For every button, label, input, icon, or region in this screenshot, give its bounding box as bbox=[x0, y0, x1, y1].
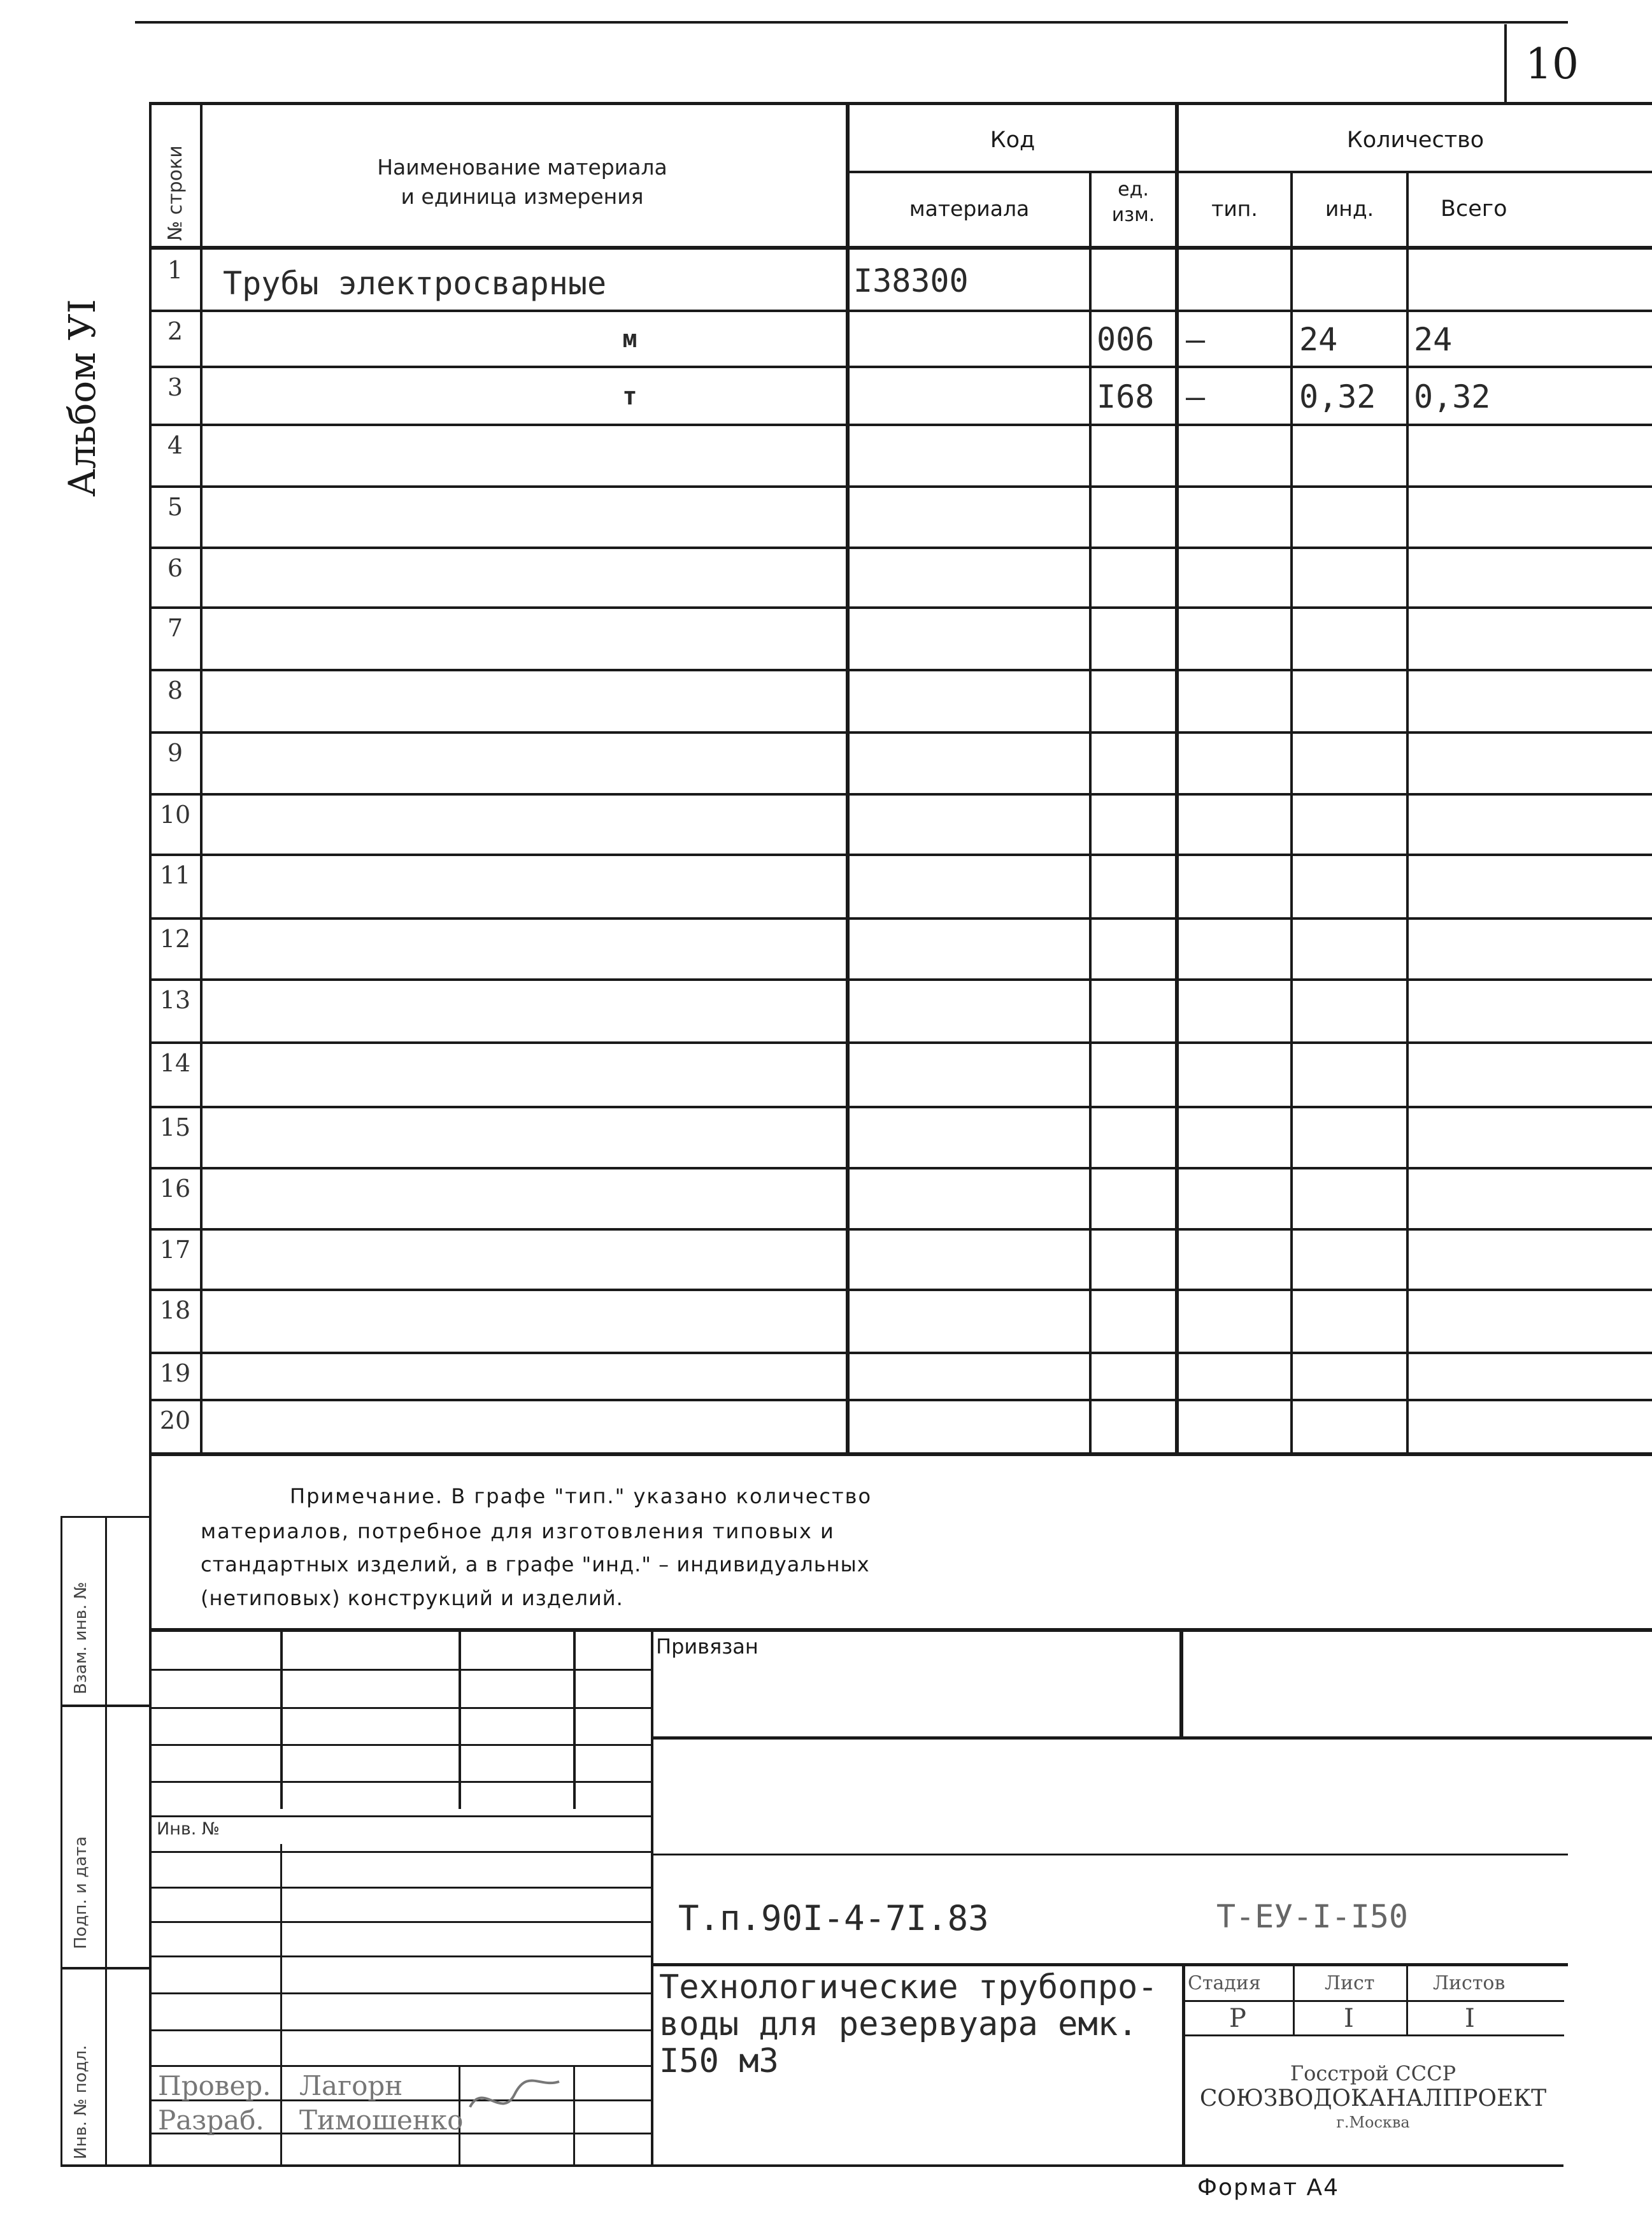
stamp-grid-v1b bbox=[280, 1844, 282, 2166]
stamp-grid-h7 bbox=[152, 1887, 651, 1889]
side-strip-left bbox=[61, 1517, 62, 2167]
side-strip-div-1 bbox=[61, 1705, 151, 1707]
row-unit-code: I68 bbox=[1097, 378, 1155, 415]
header-name: Наименование материала и единица измерения bbox=[377, 155, 667, 209]
header-subdivider bbox=[846, 171, 1652, 173]
table-bottom-border bbox=[149, 1452, 1652, 1456]
stage-block-h2 bbox=[1182, 2034, 1564, 2036]
row-material-code: I38300 bbox=[853, 262, 969, 299]
org-line-1: Госстрой СССР bbox=[1290, 2061, 1456, 2085]
ind-column-divider bbox=[1406, 172, 1409, 1455]
row-line bbox=[152, 606, 1652, 609]
row-number: 7 bbox=[167, 614, 183, 642]
table-top-border bbox=[149, 102, 1652, 105]
stage-block-h1 bbox=[1182, 2000, 1564, 2002]
page-number-box-left bbox=[1504, 24, 1507, 103]
stamp-grid-h3 bbox=[152, 1744, 651, 1746]
code-row-top bbox=[651, 1854, 1568, 1855]
format-label: Формат А4 bbox=[1197, 2175, 1340, 2201]
top-border bbox=[135, 21, 1568, 24]
row-line bbox=[152, 366, 1652, 368]
stamp-grid-h8 bbox=[152, 1921, 651, 1923]
row-number: 2 bbox=[167, 317, 183, 345]
row-qty-ind: 0,32 bbox=[1299, 378, 1376, 415]
privyazan-bottom bbox=[651, 1736, 1652, 1740]
row-number: 18 bbox=[159, 1296, 191, 1324]
row-number: 6 bbox=[167, 554, 183, 582]
row-line bbox=[152, 1167, 1652, 1169]
side-strip-div-2 bbox=[61, 1967, 151, 1969]
row-line bbox=[152, 978, 1652, 981]
code-row-bottom bbox=[651, 1963, 1568, 1966]
row-number: 4 bbox=[167, 431, 183, 459]
header-code-group: Код bbox=[990, 127, 1036, 153]
stamp-grid-h11 bbox=[152, 2029, 651, 2031]
row-qty-ind: 24 bbox=[1299, 321, 1338, 358]
album-label: Альбом УI bbox=[61, 299, 104, 497]
inv-no-label: Инв. № bbox=[157, 1819, 220, 1839]
stamp-grid-h12 bbox=[152, 2065, 651, 2067]
title-line-1: Технологические трубопро- bbox=[659, 1968, 1158, 2006]
org-line-3: г.Москва bbox=[1336, 2113, 1410, 2131]
header-qty-total: Всего bbox=[1441, 196, 1507, 222]
privyazan-divider bbox=[1179, 1631, 1183, 1739]
row-line bbox=[152, 1228, 1652, 1231]
row-qty-total: 0,32 bbox=[1414, 378, 1491, 415]
row-qty-typ: – bbox=[1186, 321, 1206, 358]
header-row-no: № строки bbox=[164, 145, 187, 241]
material-code-column-divider bbox=[1089, 172, 1092, 1455]
header-bottom-border bbox=[149, 246, 1652, 250]
row-number: 13 bbox=[159, 986, 191, 1014]
side-strip-top bbox=[61, 1516, 151, 1518]
title-line-2: воды для резервуара емк. bbox=[659, 2005, 1138, 2043]
stamp-top-border bbox=[149, 1628, 1652, 1632]
privyazan-label: Привязан bbox=[656, 1634, 758, 1659]
row-number: 1 bbox=[167, 256, 183, 284]
org-line-2: СОЮЗВОДОКАНАЛПРОЕКТ bbox=[1199, 2085, 1547, 2112]
row-line bbox=[152, 1352, 1652, 1354]
row-number: 19 bbox=[159, 1359, 191, 1387]
sheets-value: I bbox=[1465, 2004, 1475, 2033]
row-name: м bbox=[622, 325, 637, 353]
page-number: 10 bbox=[1525, 39, 1579, 89]
stamp-grid-h1 bbox=[152, 1669, 651, 1671]
signature-name-2: Тимошенко bbox=[299, 2105, 464, 2136]
row-number: 16 bbox=[159, 1175, 191, 1203]
row-line bbox=[152, 854, 1652, 856]
stamp-left-border bbox=[149, 1456, 152, 2166]
row-line bbox=[152, 1289, 1652, 1291]
row-number: 3 bbox=[167, 373, 183, 401]
header-qty-ind: инд. bbox=[1325, 196, 1374, 221]
row-name: Трубы электросварные bbox=[223, 265, 607, 302]
row-line bbox=[152, 669, 1652, 671]
row-number: 17 bbox=[159, 1236, 191, 1264]
stamp-grid-h5 bbox=[152, 1815, 651, 1817]
signature-name-1: Лагорн bbox=[299, 2070, 403, 2101]
title-line-3: I50 м3 bbox=[659, 2042, 779, 2080]
row-number: 20 bbox=[159, 1406, 191, 1434]
row-line bbox=[152, 1399, 1652, 1401]
header-code-unit: ед. изм. bbox=[1111, 178, 1155, 226]
side-label-podp: Подп. и дата bbox=[71, 1836, 90, 1949]
row-number: 11 bbox=[159, 861, 191, 889]
handwritten-signature bbox=[464, 2069, 572, 2133]
stamp-grid-h6 bbox=[152, 1851, 651, 1853]
row-number: 10 bbox=[159, 801, 191, 829]
row-line bbox=[152, 1041, 1652, 1044]
row-line bbox=[152, 917, 1652, 920]
stamp-bottom-border bbox=[61, 2164, 1563, 2167]
unit-column-divider bbox=[1175, 103, 1179, 1455]
row-line bbox=[152, 793, 1652, 796]
sheet-label: Лист bbox=[1325, 1972, 1375, 1994]
row-line bbox=[152, 1106, 1652, 1108]
stamp-grid-h9 bbox=[152, 1955, 651, 1957]
sheet-value: I bbox=[1344, 2004, 1354, 2033]
header-qty-typ: тип. bbox=[1211, 196, 1258, 221]
note-line-1: Примечание. В графе "тип." указано количество bbox=[290, 1484, 872, 1508]
row-number: 15 bbox=[159, 1113, 191, 1141]
row-qty-total: 24 bbox=[1414, 321, 1453, 358]
stamp-grid-h4 bbox=[152, 1781, 651, 1783]
row-no-column-divider bbox=[200, 103, 203, 1455]
sheets-label: Листов bbox=[1433, 1972, 1506, 1994]
row-line bbox=[152, 547, 1652, 549]
row-line bbox=[152, 731, 1652, 734]
stamp-grid-h2 bbox=[152, 1707, 651, 1709]
row-unit-code: 006 bbox=[1097, 321, 1155, 358]
note-line-3: стандартных изделий, а в графе "инд." – индивидуальных bbox=[201, 1552, 870, 1576]
row-number: 14 bbox=[159, 1049, 191, 1077]
header-qty-group: Количество bbox=[1346, 127, 1485, 153]
stamp-main-divider bbox=[651, 1631, 653, 2166]
row-number: 9 bbox=[167, 739, 183, 767]
stage-label: Стадия bbox=[1188, 1972, 1261, 1994]
header-code-material: материала bbox=[909, 196, 1030, 221]
row-number: 12 bbox=[159, 925, 191, 953]
row-name: т bbox=[622, 382, 637, 410]
name-column-divider bbox=[846, 103, 850, 1455]
signature-role-2: Разраб. bbox=[158, 2105, 264, 2136]
stage-value: Р bbox=[1229, 2004, 1246, 2033]
doc-code: Т.п.90I-4-7I.83 bbox=[678, 1898, 989, 1938]
row-line bbox=[152, 310, 1652, 312]
stamp-grid-v3b bbox=[573, 2067, 575, 2166]
row-number: 5 bbox=[167, 493, 183, 521]
typ-column-divider bbox=[1290, 172, 1293, 1455]
stamp-grid-h10 bbox=[152, 1992, 651, 1994]
note-line-4: (нетиповых) конструкций и изделий. bbox=[201, 1586, 623, 1610]
signature-role-1: Провер. bbox=[158, 2070, 271, 2101]
row-number: 8 bbox=[167, 676, 183, 704]
note-line-2: материалов, потребное для изготовления типовых и bbox=[201, 1519, 835, 1543]
side-strip-mid bbox=[105, 1517, 107, 2167]
sheet-code: Т-ЕУ-I-I50 bbox=[1216, 1898, 1409, 1935]
row-line bbox=[152, 424, 1652, 426]
side-label-vzam: Взам. инв. № bbox=[71, 1582, 90, 1694]
side-label-inv: Инв. № подл. bbox=[71, 2045, 90, 2159]
row-qty-typ: – bbox=[1186, 378, 1206, 415]
row-line bbox=[152, 485, 1652, 488]
